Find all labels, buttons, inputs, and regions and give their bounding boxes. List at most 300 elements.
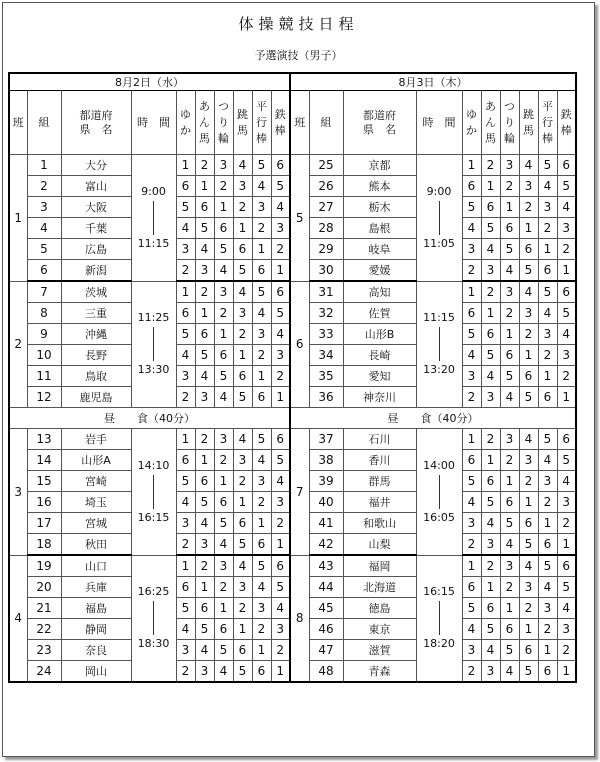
prefecture-name: 京都 (343, 155, 416, 176)
rotation-order: 2 (500, 176, 519, 197)
rotation-order: 3 (557, 218, 576, 239)
start-time: 16:15 (423, 585, 455, 599)
group-number: 5 (290, 155, 309, 282)
rotation-order: 5 (538, 429, 557, 450)
rotation-order: 5 (195, 492, 214, 513)
header-kumi: 組 (309, 91, 343, 155)
kumi-number: 38 (309, 450, 343, 471)
rotation-order: 3 (519, 450, 538, 471)
rotation-order: 6 (195, 471, 214, 492)
rotation-order: 4 (176, 619, 195, 640)
rotation-order: 5 (271, 176, 290, 197)
rotation-order: 4 (462, 345, 481, 366)
kumi-number: 12 (27, 387, 61, 408)
rotation-order: 4 (195, 239, 214, 260)
header-time: 時 間 (131, 91, 176, 155)
prefecture-name: 愛知 (343, 366, 416, 387)
group-number: 7 (290, 429, 309, 556)
prefecture-name: 秋田 (61, 534, 131, 556)
rotation-order: 6 (519, 239, 538, 260)
header-apparatus (462, 91, 481, 155)
rotation-order: 3 (462, 513, 481, 534)
rotation-order: 1 (271, 661, 290, 683)
rotation-order: 5 (538, 281, 557, 303)
rotation-order: 5 (462, 598, 481, 619)
rotation-order: 2 (195, 155, 214, 176)
rotation-order: 5 (176, 471, 195, 492)
kumi-number: 24 (27, 661, 61, 683)
time-connector-line (439, 327, 440, 361)
rotation-order: 3 (176, 366, 195, 387)
apparatus-label: つ り 輪 (218, 99, 229, 145)
rotation-order: 4 (557, 471, 576, 492)
rotation-order: 4 (519, 429, 538, 450)
rotation-order: 5 (271, 303, 290, 324)
rotation-order: 2 (252, 619, 271, 640)
end-time: 13:20 (423, 363, 455, 377)
rotation-order: 5 (538, 155, 557, 176)
prefecture-name: 茨城 (61, 281, 131, 303)
rotation-order: 1 (176, 155, 195, 176)
header-apparatus (557, 91, 576, 155)
rotation-order: 3 (538, 197, 557, 218)
end-time: 11:15 (137, 236, 170, 250)
rotation-order: 5 (195, 218, 214, 239)
rotation-order: 6 (462, 176, 481, 197)
prefecture-name: 神奈川 (343, 387, 416, 408)
rotation-order: 2 (252, 345, 271, 366)
rotation-order: 3 (481, 661, 500, 683)
rotation-order: 3 (519, 303, 538, 324)
header-apparatus (500, 91, 519, 155)
rotation-order: 3 (252, 598, 271, 619)
rotation-order: 4 (233, 429, 252, 450)
rotation-order: 5 (214, 239, 233, 260)
kumi-number: 17 (27, 513, 61, 534)
time-connector-line (153, 601, 154, 635)
rotation-order: 5 (214, 640, 233, 661)
rotation-order: 6 (252, 661, 271, 683)
header-apparatus (176, 91, 195, 155)
rotation-order: 4 (271, 598, 290, 619)
day-header: 8月3日（木） (290, 73, 576, 91)
rotation-order: 6 (538, 387, 557, 408)
rotation-order: 1 (195, 303, 214, 324)
header-kumi: 組 (27, 91, 61, 155)
header-prefecture-line2: 県 名 (363, 122, 396, 136)
rotation-order: 1 (252, 366, 271, 387)
kumi-number: 37 (309, 429, 343, 450)
rotation-order: 3 (252, 324, 271, 345)
rotation-order: 3 (214, 155, 233, 176)
rotation-order: 6 (233, 513, 252, 534)
rotation-order: 2 (176, 260, 195, 282)
start-time: 11:25 (137, 311, 170, 325)
rotation-order: 1 (557, 661, 576, 683)
kumi-number: 32 (309, 303, 343, 324)
group-number: 8 (290, 555, 309, 682)
kumi-number: 16 (27, 492, 61, 513)
rotation-order: 1 (557, 260, 576, 282)
rotation-order: 2 (271, 640, 290, 661)
rotation-order: 6 (233, 366, 252, 387)
kumi-number: 19 (27, 555, 61, 577)
time-range (131, 429, 176, 556)
kumi-number: 10 (27, 345, 61, 366)
prefecture-name: 青森 (343, 661, 416, 683)
prefecture-name: 山形B (343, 324, 416, 345)
rotation-order: 2 (233, 324, 252, 345)
prefecture-name: 大阪 (61, 197, 131, 218)
rotation-order: 5 (271, 577, 290, 598)
rotation-order: 1 (557, 534, 576, 556)
apparatus-label: つ り 輪 (504, 99, 515, 145)
rotation-order: 4 (176, 492, 195, 513)
rotation-order: 5 (233, 260, 252, 282)
rotation-order: 4 (195, 513, 214, 534)
rotation-order: 1 (252, 239, 271, 260)
kumi-number: 47 (309, 640, 343, 661)
rotation-order: 6 (271, 155, 290, 176)
rotation-order: 2 (233, 197, 252, 218)
rotation-order: 6 (176, 577, 195, 598)
rotation-order: 1 (462, 281, 481, 303)
kumi-number: 42 (309, 534, 343, 556)
apparatus-label: 跳 馬 (237, 107, 248, 137)
rotation-order: 6 (519, 366, 538, 387)
rotation-order: 4 (233, 155, 252, 176)
rotation-order: 5 (519, 260, 538, 282)
header-time: 時 間 (416, 91, 462, 155)
prefecture-name: 山形A (61, 450, 131, 471)
header-apparatus (214, 91, 233, 155)
kumi-number: 43 (309, 555, 343, 577)
rotation-order: 6 (557, 429, 576, 450)
rotation-order: 5 (500, 640, 519, 661)
time-range (416, 281, 462, 408)
kumi-number: 26 (309, 176, 343, 197)
header-prefecture-line2: 県 名 (79, 122, 113, 136)
apparatus-label: あ ん 馬 (485, 99, 496, 145)
start-time: 14:10 (137, 458, 170, 472)
rotation-order: 1 (500, 324, 519, 345)
rotation-order: 2 (176, 387, 195, 408)
rotation-order: 6 (252, 260, 271, 282)
prefecture-name: 鳥取 (61, 366, 131, 387)
rotation-order: 4 (538, 577, 557, 598)
rotation-order: 3 (271, 619, 290, 640)
rotation-order: 4 (233, 555, 252, 577)
rotation-order: 2 (214, 176, 233, 197)
rotation-order: 1 (176, 555, 195, 577)
header-apparatus (538, 91, 557, 155)
rotation-order: 6 (557, 155, 576, 176)
rotation-order: 5 (252, 281, 271, 303)
rotation-order: 2 (519, 197, 538, 218)
start-time: 9:00 (141, 184, 166, 198)
prefecture-name: 兵庫 (61, 577, 131, 598)
rotation-order: 5 (176, 598, 195, 619)
rotation-order: 1 (462, 555, 481, 577)
rotation-order: 6 (481, 598, 500, 619)
rotation-order: 3 (233, 577, 252, 598)
header-han: 班 (290, 91, 309, 155)
prefecture-name: 東京 (343, 619, 416, 640)
prefecture-name: 山梨 (343, 534, 416, 556)
time-connector-line (439, 475, 440, 509)
rotation-order: 6 (271, 429, 290, 450)
rotation-order: 5 (195, 619, 214, 640)
prefecture-name: 山口 (61, 555, 131, 577)
kumi-number: 23 (27, 640, 61, 661)
rotation-order: 2 (271, 239, 290, 260)
rotation-order: 1 (195, 577, 214, 598)
kumi-number: 29 (309, 239, 343, 260)
rotation-order: 5 (557, 450, 576, 471)
rotation-order: 4 (481, 640, 500, 661)
end-time: 16:05 (423, 510, 455, 524)
prefecture-name: 福井 (343, 492, 416, 513)
rotation-order: 6 (233, 640, 252, 661)
rotation-order: 6 (500, 218, 519, 239)
rotation-order: 5 (214, 513, 233, 534)
apparatus-label: 鉄 棒 (274, 107, 286, 137)
rotation-order: 4 (252, 450, 271, 471)
rotation-order: 4 (500, 534, 519, 556)
prefecture-name: 愛媛 (343, 260, 416, 282)
rotation-order: 1 (214, 197, 233, 218)
rotation-order: 3 (233, 303, 252, 324)
rotation-order: 2 (271, 366, 290, 387)
rotation-order: 3 (252, 197, 271, 218)
rotation-order: 5 (519, 387, 538, 408)
rotation-order: 2 (481, 429, 500, 450)
rotation-order: 6 (500, 345, 519, 366)
prefecture-name: 千葉 (61, 218, 131, 239)
rotation-order: 6 (462, 303, 481, 324)
rotation-order: 4 (519, 555, 538, 577)
kumi-number: 25 (309, 155, 343, 176)
kumi-number: 18 (27, 534, 61, 556)
rotation-order: 2 (252, 218, 271, 239)
prefecture-name: 三重 (61, 303, 131, 324)
rotation-order: 2 (195, 429, 214, 450)
rotation-order: 2 (538, 345, 557, 366)
rotation-order: 5 (481, 619, 500, 640)
rotation-order: 4 (481, 366, 500, 387)
rotation-order: 4 (176, 218, 195, 239)
rotation-order: 1 (557, 387, 576, 408)
kumi-number: 40 (309, 492, 343, 513)
prefecture-name: 宮城 (61, 513, 131, 534)
prefecture-name: 埼玉 (61, 492, 131, 513)
kumi-number: 27 (309, 197, 343, 218)
rotation-order: 3 (271, 345, 290, 366)
header-apparatus (519, 91, 538, 155)
rotation-order: 1 (233, 492, 252, 513)
kumi-number: 45 (309, 598, 343, 619)
rotation-order: 6 (195, 197, 214, 218)
rotation-order: 4 (271, 197, 290, 218)
rotation-order: 6 (500, 619, 519, 640)
apparatus-label: あ ん 馬 (199, 99, 210, 145)
lunch-break: 昼 食（40分） (9, 408, 290, 429)
rotation-order: 5 (252, 555, 271, 577)
rotation-order: 3 (195, 260, 214, 282)
kumi-number: 2 (27, 176, 61, 197)
rotation-order: 5 (538, 555, 557, 577)
rotation-order: 4 (252, 577, 271, 598)
rotation-order: 3 (500, 429, 519, 450)
rotation-order: 3 (481, 260, 500, 282)
rotation-order: 5 (195, 345, 214, 366)
rotation-order: 3 (176, 239, 195, 260)
rotation-order: 3 (233, 450, 252, 471)
rotation-order: 3 (557, 619, 576, 640)
rotation-order: 1 (214, 471, 233, 492)
rotation-order: 2 (233, 471, 252, 492)
rotation-order: 6 (214, 619, 233, 640)
rotation-order: 2 (462, 534, 481, 556)
rotation-order: 1 (233, 218, 252, 239)
rotation-order: 3 (176, 513, 195, 534)
rotation-order: 2 (176, 534, 195, 556)
kumi-number: 14 (27, 450, 61, 471)
rotation-order: 4 (271, 471, 290, 492)
apparatus-label: 跳 馬 (523, 107, 534, 137)
rotation-order: 6 (538, 661, 557, 683)
rotation-order: 1 (538, 366, 557, 387)
rotation-order: 5 (462, 324, 481, 345)
schedule-page (2, 2, 595, 757)
header-apparatus (195, 91, 214, 155)
group-number: 4 (9, 555, 27, 682)
rotation-order: 5 (557, 577, 576, 598)
rotation-order: 4 (195, 366, 214, 387)
rotation-order: 4 (462, 492, 481, 513)
rotation-order: 5 (271, 450, 290, 471)
kumi-number: 35 (309, 366, 343, 387)
rotation-order: 6 (233, 239, 252, 260)
kumi-number: 46 (309, 619, 343, 640)
rotation-order: 1 (538, 513, 557, 534)
rotation-order: 2 (176, 661, 195, 683)
rotation-order: 2 (557, 640, 576, 661)
rotation-order: 4 (481, 239, 500, 260)
rotation-order: 5 (233, 534, 252, 556)
rotation-order: 1 (195, 176, 214, 197)
rotation-order: 5 (214, 366, 233, 387)
rotation-order: 2 (538, 492, 557, 513)
rotation-order: 1 (481, 176, 500, 197)
prefecture-name: 福岡 (343, 555, 416, 577)
rotation-order: 6 (519, 513, 538, 534)
group-number: 3 (9, 429, 27, 556)
kumi-number: 11 (27, 366, 61, 387)
header-apparatus (271, 91, 290, 155)
page-title: 体操競技日程 (238, 15, 359, 33)
prefecture-name: 大分 (61, 155, 131, 176)
time-range (131, 281, 176, 408)
start-time: 16:25 (137, 585, 170, 599)
prefecture-name: 福島 (61, 598, 131, 619)
rotation-order: 4 (538, 176, 557, 197)
rotation-order: 4 (176, 345, 195, 366)
prefecture-name: 香川 (343, 450, 416, 471)
prefecture-name: 栃木 (343, 197, 416, 218)
rotation-order: 1 (519, 218, 538, 239)
rotation-order: 1 (519, 492, 538, 513)
rotation-order: 2 (519, 471, 538, 492)
rotation-order: 1 (271, 534, 290, 556)
rotation-order: 6 (176, 303, 195, 324)
rotation-order: 2 (557, 239, 576, 260)
page-subtitle: 予選演技（男子） (254, 49, 343, 62)
time-range (416, 555, 462, 682)
rotation-order: 2 (519, 324, 538, 345)
rotation-order: 4 (271, 324, 290, 345)
rotation-order: 1 (481, 303, 500, 324)
rotation-order: 2 (500, 303, 519, 324)
rotation-order: 3 (538, 598, 557, 619)
prefecture-name: 和歌山 (343, 513, 416, 534)
rotation-order: 5 (557, 176, 576, 197)
prefecture-name: 佐賀 (343, 303, 416, 324)
prefecture-name: 長野 (61, 345, 131, 366)
rotation-order: 6 (195, 324, 214, 345)
rotation-order: 3 (214, 555, 233, 577)
apparatus-label: 鉄 棒 (560, 107, 572, 137)
rotation-order: 6 (481, 197, 500, 218)
rotation-order: 3 (462, 640, 481, 661)
kumi-number: 33 (309, 324, 343, 345)
rotation-order: 6 (538, 534, 557, 556)
rotation-order: 5 (252, 155, 271, 176)
time-connector-line (153, 327, 154, 361)
rotation-order: 3 (233, 176, 252, 197)
rotation-order: 4 (481, 513, 500, 534)
kumi-number: 15 (27, 471, 61, 492)
rotation-order: 2 (557, 513, 576, 534)
header-prefecture-line1: 都道府 (79, 108, 113, 122)
rotation-order: 4 (519, 281, 538, 303)
group-number: 1 (9, 155, 27, 282)
rotation-order: 2 (462, 260, 481, 282)
rotation-order: 2 (481, 281, 500, 303)
kumi-number: 5 (27, 239, 61, 260)
rotation-order: 2 (481, 155, 500, 176)
header-prefecture (61, 91, 131, 155)
rotation-order: 4 (214, 387, 233, 408)
rotation-order: 5 (481, 345, 500, 366)
prefecture-name: 高知 (343, 281, 416, 303)
prefecture-name: 北海道 (343, 577, 416, 598)
rotation-order: 1 (500, 471, 519, 492)
prefecture-name: 岩手 (61, 429, 131, 450)
rotation-order: 6 (195, 598, 214, 619)
end-time: 18:30 (137, 637, 170, 651)
rotation-order: 2 (481, 555, 500, 577)
apparatus-label: 平 行 棒 (256, 99, 267, 145)
prefecture-name: 岐阜 (343, 239, 416, 260)
kumi-number: 8 (27, 303, 61, 324)
rotation-order: 5 (557, 303, 576, 324)
rotation-order: 6 (214, 345, 233, 366)
end-time: 18:20 (423, 637, 455, 651)
rotation-order: 1 (176, 429, 195, 450)
rotation-order: 6 (176, 176, 195, 197)
rotation-order: 5 (462, 197, 481, 218)
